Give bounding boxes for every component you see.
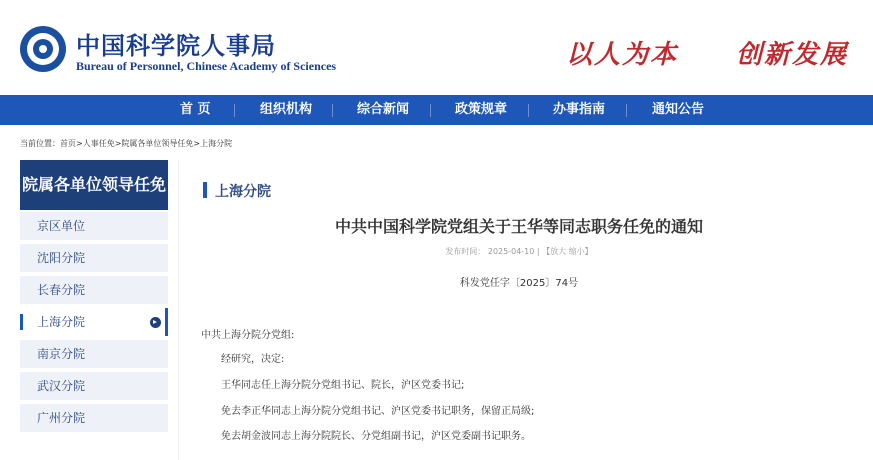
active-indicator [20,314,23,330]
section-marker [203,182,207,198]
article-paragraph: 中共上海分院分党组: [201,330,295,341]
article-paragraph: 免去胡金波同志上海分院院长、分党组副书记，沪区党委副书记职务。 [221,431,531,442]
nav-notices[interactable]: 通知公告 [652,102,705,117]
sidebar-item-shanghai[interactable] [20,308,168,336]
sidebar-item-nanjing[interactable] [20,340,168,368]
nav-organization[interactable]: 组织机构 [260,102,313,117]
nav-home[interactable]: 首 页 [180,102,211,117]
article-title: 中共中国科学院党组关于王华等同志职务任免的通知 [334,217,703,236]
site-name-en: Bureau of Personnel, Chinese Academy of Sciences [76,59,337,73]
site-header [0,0,873,94]
sidebar-item-label: 武汉分院 [37,379,86,393]
nav-separator [332,104,333,117]
slogan-innovation: 创新发展 [736,40,849,70]
nav-news[interactable]: 综合新闻 [357,102,410,117]
slogan-people-oriented: 以人为本 [566,40,679,70]
sidebar-item-changchun[interactable] [20,276,168,304]
site-name-cn[interactable]: 中国科学院人事局 [76,31,276,60]
nav-guide[interactable]: 办事指南 [553,102,606,117]
sidebar-item-label: 京区单位 [37,219,86,233]
nav-separator [528,104,529,117]
sidebar-item-label: 沈阳分院 [37,251,86,265]
sidebar-item-jingqu[interactable] [20,212,168,240]
article-paragraph: 经研究，决定: [221,354,285,365]
document-number: 科发党任字〔2025〕74号 [459,278,579,289]
nav-policies[interactable]: 政策规章 [455,102,508,117]
sidebar-item-label: 长春分院 [37,283,86,297]
section-label: 上海分院 [215,184,271,200]
chevron-right-icon [150,317,161,328]
main-nav [0,95,873,125]
article-container [178,160,859,460]
sidebar-item-wuhan[interactable] [20,372,168,400]
sidebar-item-guangzhou[interactable] [20,404,168,432]
nav-separator [626,104,627,117]
article-meta[interactable]: 发布时间： 2025-04-10 | 【放大 缩小】 [445,247,593,256]
article-paragraph: 免去李正华同志上海分院分党组书记、沪区党委书记职务，保留正局级; [221,406,535,417]
sidebar-item-label: 南京分院 [37,347,86,361]
sidebar-item-label: 广州分院 [37,411,86,425]
cas-logo-icon[interactable] [20,26,66,72]
nav-separator [234,104,235,117]
breadcrumb[interactable]: 当前位置：首页>人事任免>院属各单位领导任免>上海分院 [20,139,233,148]
sidebar-item-label: 上海分院 [37,315,86,329]
sidebar-item-shenyang[interactable] [20,244,168,272]
article-paragraph: 王华同志任上海分院分党组书记、院长，沪区党委书记; [221,380,465,391]
sidebar-title: 院属各单位领导任免 [20,160,168,210]
nav-separator [430,104,431,117]
